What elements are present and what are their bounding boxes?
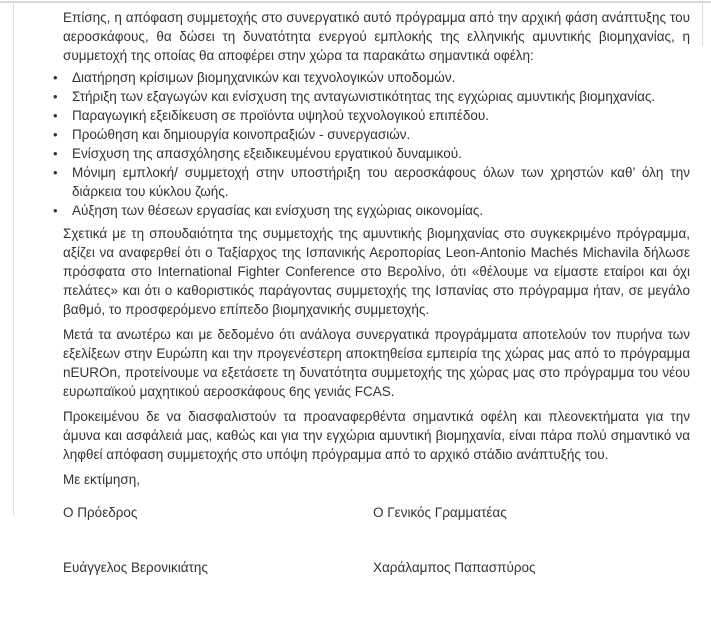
signature-name-president: Ευάγγελος Βερονικιάτης <box>63 560 208 575</box>
paragraph-importance: Σχετικά με τη σπουδαιότητα της συμμετοχής της αμυντικής βιομηχανίας στο συγκεκριμένο πρόγραμμα, αξίζει να αναφερθεί ότι ο Ταξίαρχος της Ισπανικής Αεροπορίας Leon-Antonio Machés Michavila δήλωσε πρόσφατα στο International Fighter Conference στο Βερολίνο, ότι «θέλουμε να είμαστε εταίροι και όχι πελάτες» και ότι ο καθοριστικός παράγοντας συμμετοχής της Ισπανίας στο πρόγραμμα ήταν, σε μεγάλο βαθμό, το προσφερόμενο επίπεδο βιομηχανικής συμμετοχής. <box>63 226 690 317</box>
signature-title-president: Ο Πρόεδρος <box>63 505 138 520</box>
list-item: • Διατήρηση κρίσιμων βιομηχανικών και τεχνολογικών υποδομών. <box>52 68 690 87</box>
page-right-border <box>702 2 703 46</box>
list-item: • Παραγωγική εξειδίκευση σε προϊόντα υψηλού τεχνολογικού επιπέδου. <box>52 106 690 125</box>
signature-titles <box>63 503 690 522</box>
letter-body <box>63 8 690 577</box>
signature-names <box>63 558 690 577</box>
signature-name-secretary: Χαράλαμπος Παπασπύρος <box>373 560 536 575</box>
page-top-border <box>0 1 711 3</box>
paragraph-conclusion: Προκειμένου δε να διασφαλιστούν τα προαναφερθέντα σημαντικά οφέλη και πλεονεκτήματα για την άμυνα και ασφάλειά μας, καθώς και για την εγχώρια αμυντική βιομηχανία, είναι πάρα πολύ σημαντικό να ληφθεί απόφαση συμμετοχής στο υπόψη πρόγραμμα από το αρχικό στάδιο ανάπτυξής του. <box>63 409 690 462</box>
closing-salutation: Με εκτίμηση, <box>63 472 140 487</box>
list-item: • Στήριξη των εξαγωγών και ενίσχυση της ανταγωνιστικότητας της εγχώριας αμυντικής βιομηχανίας. <box>52 87 690 106</box>
signature-title-secretary: Ο Γενικός Γραμματέας <box>373 505 507 520</box>
list-item: • Μόνιμη εμπλοκή/ συμμετοχή στην υποστήριξη του αεροσκάφους όλων των χρηστών καθ’ όλη την διάρκεια του κύκλου ζωής. <box>52 163 690 201</box>
paragraph-proposal: Μετά τα ανωτέρω και με δεδομένο ότι ανάλογα συνεργατικά προγράμματα αποτελούν τον πυρήνα των εξελίξεων στην Ευρώπη και την προγενέστερη αποκτηθείσα εμπειρία της χώρας μας από το πρόγραμμα nEUROn, προτείνουμε να εξετάσετε τη δυνατότητα συμμετοχής της χώρας μας στο πρόγραμμα του νέου ευρωπαϊκού μαχητικού αεροσκάφους 6ης γενιάς FCAS. <box>63 327 690 399</box>
list-item: • Ενίσχυση της απασχόλησης εξειδικευμένου εργατικού δυναμικού. <box>52 144 690 163</box>
paragraph-intro: Επίσης, η απόφαση συμμετοχής στο συνεργατικό αυτό πρόγραμμα από την αρχική φάση ανάπτυξης του αεροσκάφους, θα δώσει τη δυνατότητα ενεργού εμπλοκής της ελληνικής αμυντικής βιομηχανίας, η συμμετοχή της οποίας θα αποφέρει στην χώρα τα παρακάτω σημαντικά οφέλη: <box>63 10 690 63</box>
benefits-list <box>63 68 690 220</box>
list-item: • Αύξηση των θέσεων εργασίας και ενίσχυση της εγχώριας οικονομίας. <box>52 201 690 220</box>
page-left-border <box>13 2 14 515</box>
list-item: • Προώθηση και δημιουργία κοινοπραξιών - συνεργασιών. <box>52 125 690 144</box>
